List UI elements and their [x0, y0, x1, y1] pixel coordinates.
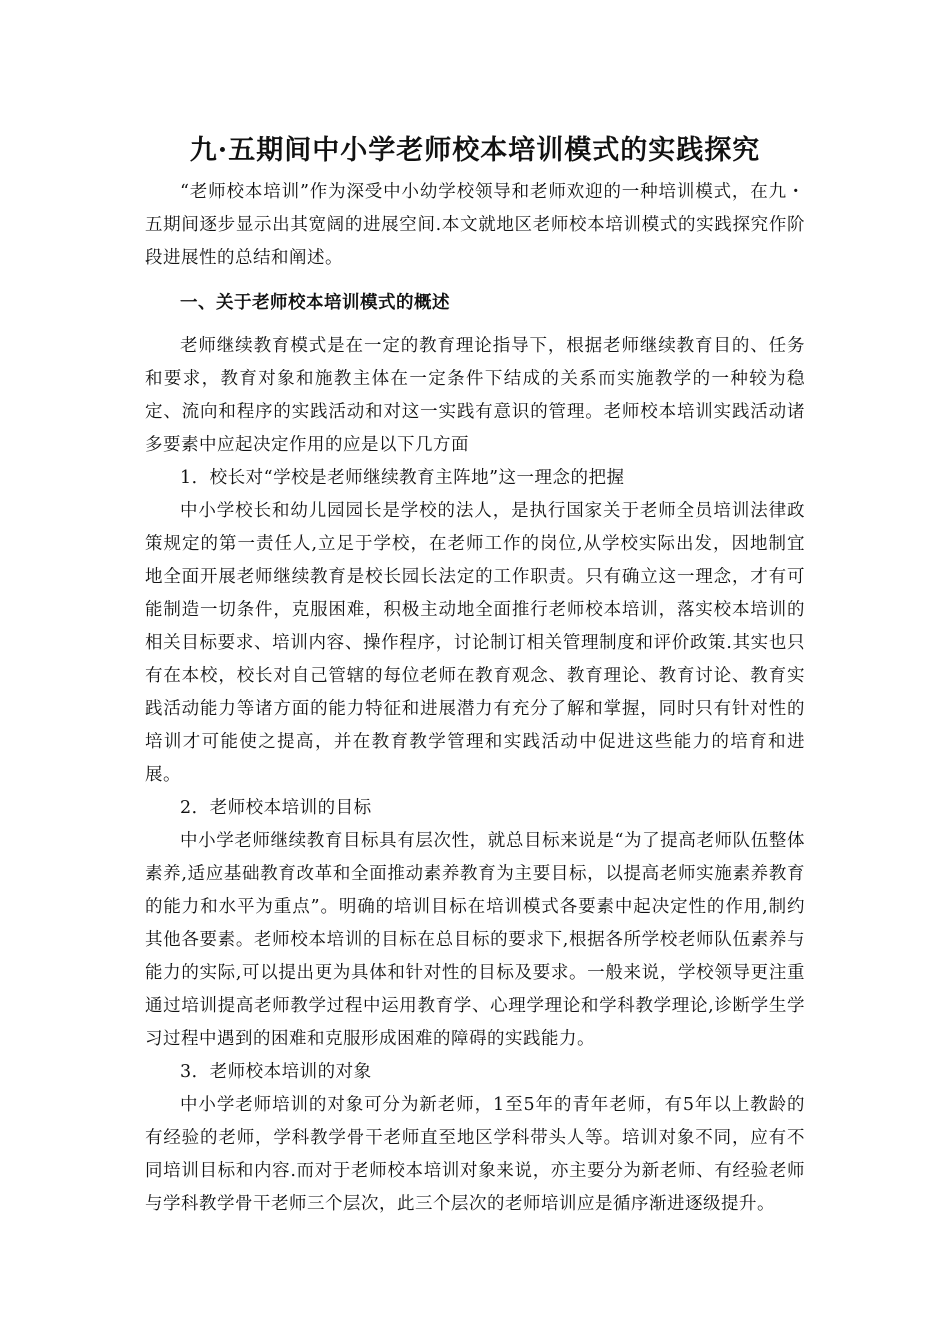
document-title: 九·五期间中小学老师校本培训模式的实践探究: [189, 135, 761, 166]
subheading-3: 3．老师校本培训的对象: [180, 1062, 372, 1082]
paragraph-3: 中小学老师继续教育目标具有层次性，就总目标来说是“为了提高老师队伍整体素养,适应基础教育改革和全面推动素养教育为主要目标，以提高老师实施素养教育的能力和水平为重点”。明确的培训目标在培训模式各要素中起决定性的作用,制约其他各要素。老师校本培训的目标在总目标的要求下,根据各所学校老师队伍素养与能力的实际,可以提出更为具体和针对性的目标及要求。一般来说，学校领导更注重通过培训提高老师教学过程中运用教育学、心理学理论和学科教学理论,诊断学生学习过程中遇到的困难和克服形成困难的障碍的实践能力。: [145, 831, 805, 1049]
paragraph-1: 老师继续教育模式是在一定的教育理论指导下，根据老师继续教育目的、任务和要求，教育对象和施教主体在一定条件下结成的关系而实施教学的一种较为稳定、流向和程序的实践活动和对这一实践有意识的管理。老师校本培训实践活动诸多要素中应起决定作用的应是以下几方面: [145, 336, 805, 455]
paragraph-4: 中小学老师培训的对象可分为新老师，1至5年的青年老师，有5年以上教龄的有经验的老师，学科教学骨干老师直至地区学科带头人等。培训对象不同，应有不同培训目标和内容.而对于老师校本培训对象来说，亦主要分为新老师、有经验老师与学科教学骨干老师三个层次，此三个层次的老师培训应是循序渐进逐级提升。: [145, 1095, 805, 1214]
section-heading-1: 一、关于老师校本培训模式的概述: [180, 293, 450, 313]
subheading-1: 1．校长对“学校是老师继续教育主阵地”这一理念的把握: [180, 468, 625, 488]
intro-paragraph: “老师校本培训”作为深受中小幼学校领导和老师欢迎的一种培训模式，在九・五期间逐步显示出其宽阔的进展空间.本文就地区老师校本培训模式的实践探究作阶段进展性的总结和阐述。: [145, 182, 805, 268]
paragraph-2: 中小学校长和幼儿园园长是学校的法人，是执行国家关于老师全员培训法律政策规定的第一责任人,立足于学校，在老师工作的岗位,从学校实际出发，因地制宜地全面开展老师继续教育是校长园长法定的工作职责。只有确立这一理念，才有可能制造一切条件，克服困难，积极主动地全面推行老师校本培训，落实校本培训的相关目标要求、培训内容、操作程序，讨论制订相关管理制度和评价政策.其实也只有在本校，校长对自己管辖的每位老师在教育观念、教育理论、教育讨论、教育实践活动能力等诸方面的能力特征和进展潜力有充分了解和掌握，同时只有针对性的培训才可能使之提高，并在教育教学管理和实践活动中促进这些能力的培育和进展。: [145, 501, 805, 785]
subheading-2: 2．老师校本培训的目标: [180, 798, 372, 818]
document-body: [145, 176, 805, 1221]
